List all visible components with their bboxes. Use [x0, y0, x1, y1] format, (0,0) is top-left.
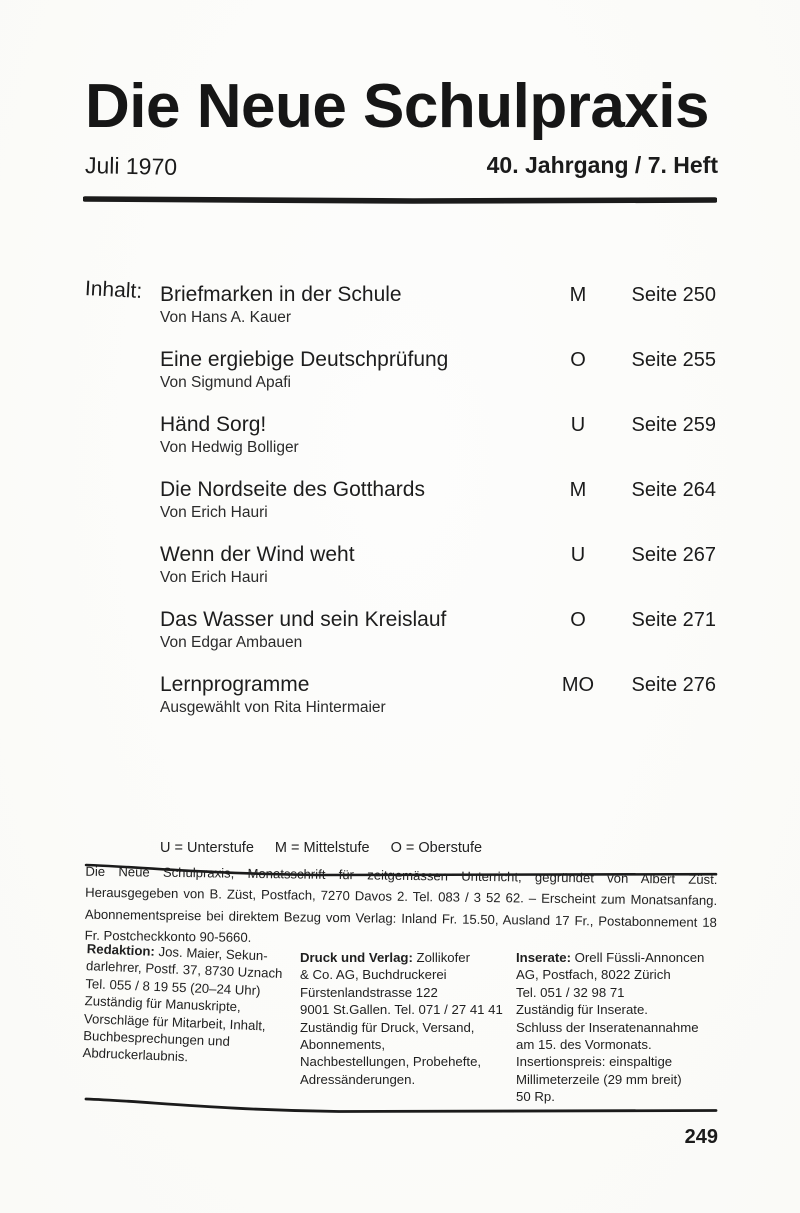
article-level-badge: O: [570, 609, 586, 631]
article-row: [0, 608, 800, 668]
imprint-line: Fürstenlandstrasse 122: [300, 984, 438, 1000]
article-page-ref: Seite 250: [631, 284, 716, 306]
article-author: Von Erich Hauri: [160, 569, 268, 586]
article-level-badge: U: [570, 544, 586, 566]
imprint-line: Abdruckerlaubnis.: [82, 1045, 189, 1065]
article-author: Von Erich Hauri: [160, 504, 268, 521]
imprint-line: Zuständig für Druck, Versand,: [300, 1019, 475, 1035]
article-page-ref: Seite 276: [631, 674, 716, 696]
imprint-line: Buchbesprechungen und: [82, 1028, 231, 1049]
imprint-line: 50 Rp.: [516, 1089, 555, 1105]
imprint-label-redaktion: Redaktion:: [86, 941, 156, 959]
article-row: [0, 348, 800, 408]
article-row: [0, 413, 800, 473]
imprint-line: Druck und Verlag: Zollikofer: [300, 950, 471, 965]
article-level-badge: M: [569, 284, 587, 306]
imprint-line: Redaktion: Jos. Maier, Sekun-: [86, 941, 268, 964]
article-title: Das Wasser und sein Kreislauf: [160, 608, 447, 631]
imprint-line: Schluss der Inseratenannahme: [516, 1019, 699, 1035]
imprint-inserate-column: [516, 949, 728, 1106]
contents-label: Inhalt:: [84, 277, 143, 303]
imprint-line: Millimeterzeile (29 mm breit): [516, 1071, 682, 1087]
imprint-line: AG, Postfach, 8022 Zürich: [516, 967, 671, 983]
imprint-line: am 15. des Vormonats.: [516, 1037, 652, 1053]
article-author: Ausgewählt von Rita Hintermaier: [160, 699, 386, 716]
page-title: Die Neue Schulpraxis: [85, 72, 710, 141]
article-page-ref: Seite 271: [631, 609, 716, 631]
legend-item-oberstufe: O = Oberstufe: [390, 840, 483, 856]
imprint-druck-verlag-column: [300, 949, 516, 1088]
article-row: [0, 478, 800, 538]
imprint-line: Abonnements,: [300, 1037, 386, 1053]
imprint-line: 9001 St.Gallen. Tel. 071 / 27 41 41: [300, 1002, 503, 1018]
article-title: Wenn der Wind weht: [160, 543, 355, 566]
publisher-note: Die Neue Schulpraxis, Monatsschrift für zeitgemässen Unterricht, gegründet von Albert Züst. Herausgegeben von B. Züst, Postfach, 7270 Davos 2. Tel. 083 / 3 52 62. – Erscheint zum Monatsanfang. Abonnementspreise bei direktem Bezug vom Verlag: Inland Fr. 15.50, Ausland 17 Fr., Postabonnement 18 Fr. Postcheckkonto 90-5660.: [84, 863, 718, 945]
imprint-line: Tel. 051 / 32 98 71: [516, 984, 625, 1000]
imprint-line: Zuständig für Inserate.: [516, 1002, 648, 1018]
masthead-rule: [83, 190, 717, 206]
article-title: Eine ergiebige Deutschprüfung: [160, 348, 449, 371]
article-page-ref: Seite 264: [631, 479, 716, 501]
article-title: Briefmarken in der Schule: [160, 283, 402, 306]
article-level-badge: M: [569, 479, 587, 501]
legend-item-mittelstufe: M = Mittelstufe: [274, 840, 370, 856]
article-level-badge: O: [570, 349, 586, 371]
article-author: Von Edgar Ambauen: [160, 634, 303, 651]
imprint-line: Adressänderungen.: [300, 1071, 416, 1087]
imprint-line: Insertionspreis: einspaltige: [516, 1054, 673, 1070]
imprint-redaktion-column: [82, 940, 309, 1071]
article-title: Die Nordseite des Gotthards: [160, 478, 425, 501]
imprint-line: Zuständig für Manuskripte,: [84, 993, 242, 1015]
imprint-label-druck-verlag: Druck und Verlag:: [300, 950, 413, 965]
article-page-ref: Seite 259: [631, 414, 716, 436]
article-level-badge: U: [570, 414, 586, 436]
article-page-ref: Seite 267: [631, 544, 716, 566]
article-title: Händ Sorg!: [160, 413, 267, 436]
page-number: 249: [684, 1126, 718, 1148]
article-author: Von Sigmund Apafi: [160, 374, 291, 391]
footer-rule: [84, 1093, 718, 1117]
issue-date: Juli 1970: [84, 152, 178, 180]
imprint-line: & Co. AG, Buchdruckerei: [300, 967, 447, 983]
imprint-line: Inserate: Orell Füssli-Annoncen: [516, 950, 705, 965]
article-row: [0, 283, 800, 343]
article-row: [0, 673, 800, 733]
imprint-label-inserate: Inserate:: [516, 950, 571, 965]
legend-item-unterstufe: U = Unterstufe: [160, 840, 254, 856]
imprint-line: Tel. 055 / 8 19 55 (20–24 Uhr): [85, 975, 261, 998]
imprint-line: Vorschläge für Mitarbeit, Inhalt,: [83, 1010, 266, 1033]
article-page-ref: Seite 255: [631, 349, 716, 371]
article-author: Von Hedwig Bolliger: [160, 439, 299, 456]
article-author: Von Hans A. Kauer: [160, 309, 291, 326]
article-title: Lernprogramme: [160, 673, 310, 696]
imprint-line: Nachbestellungen, Probehefte,: [300, 1054, 482, 1070]
volume-heft: 40. Jahrgang / 7. Heft: [486, 152, 718, 178]
article-level-badge: MO: [561, 674, 595, 696]
imprint-line: darlehrer, Postf. 37, 8730 Uznach: [85, 958, 283, 982]
article-row: [0, 543, 800, 603]
level-legend: [160, 840, 482, 856]
